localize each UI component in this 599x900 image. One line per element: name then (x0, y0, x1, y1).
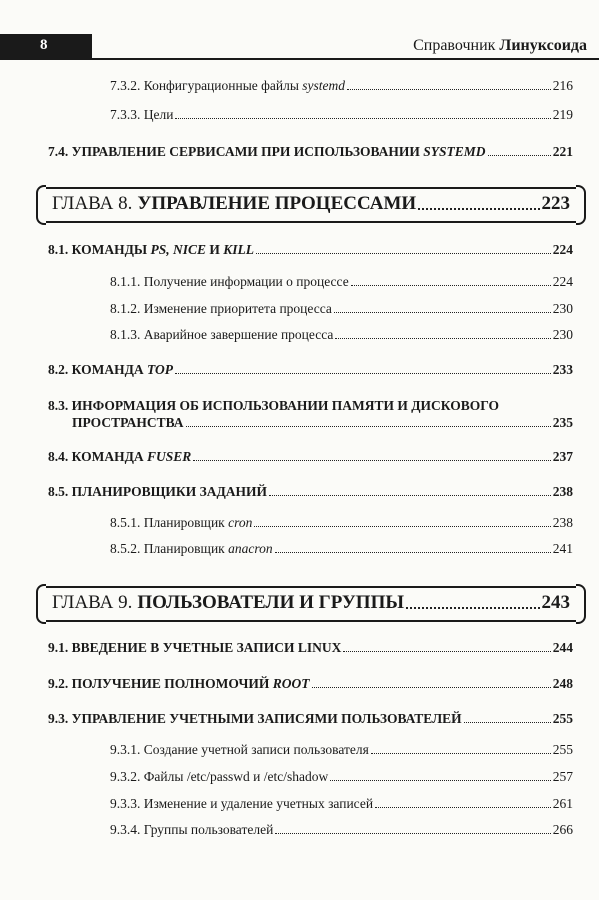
toc-text: 9.3.3. Изменение и удаление учетных записей (110, 796, 374, 811)
toc-page: 216 (552, 78, 573, 93)
leader-dots (335, 337, 550, 339)
toc-entry-8-1-2[interactable] (110, 301, 573, 317)
toc-text: 8.5.1. Планировщик (110, 515, 229, 530)
leader-dots (351, 284, 551, 286)
leader-dots (418, 207, 539, 210)
toc-text-italic-2: KILL (223, 242, 255, 257)
toc-text-italic: ROOT (272, 676, 310, 691)
toc-text: 9.2. ПОЛУЧЕНИЕ ПОЛНОМОЧИЙ (48, 676, 273, 691)
toc-page: 230 (552, 301, 573, 316)
toc-entry-9-3-4[interactable] (110, 822, 573, 838)
toc-text-italic: cron (228, 515, 253, 530)
toc-entry-7-3-2[interactable] (110, 78, 573, 94)
toc-entry-8-2[interactable] (48, 362, 573, 378)
toc-text: 9.3.4. Группы пользователей (110, 822, 274, 837)
toc-text: 9.3. УПРАВЛЕНИЕ УЧЕТНЫМИ ЗАПИСЯМИ ПОЛЬЗОВАТЕЛЕЙ (48, 711, 462, 726)
toc-text-italic: anacron (228, 541, 273, 556)
leader-dots (193, 459, 550, 461)
chapter-title: ПОЛЬЗОВАТЕЛИ И ГРУППЫ (137, 592, 405, 613)
toc-entry-9-3-3[interactable] (110, 796, 573, 812)
toc-entry-8-1[interactable] (48, 242, 573, 258)
toc-text: 7.3.2. Конфигурационные файлы (110, 78, 303, 93)
leader-dots (275, 551, 551, 553)
toc-text: 8.1. КОМАНДЫ (48, 242, 151, 257)
toc-page: 261 (552, 796, 573, 811)
toc-text: ПРОСТРАНСТВА (72, 415, 184, 430)
page-number-box (0, 34, 92, 60)
leader-dots (347, 88, 551, 90)
toc-text-italic: TOP (146, 362, 173, 377)
chapter-page: 243 (541, 592, 570, 613)
toc-text-italic: PS, NICE (150, 242, 207, 257)
page-header (0, 34, 599, 60)
toc-text: 7.4. УПРАВЛЕНИЕ СЕРВИСАМИ ПРИ ИСПОЛЬЗОВАНИИ (48, 144, 424, 159)
leader-dots (375, 806, 551, 808)
toc-page: 238 (552, 484, 573, 499)
toc-entry-8-1-3[interactable] (110, 327, 573, 343)
toc-text: 8.1.3. Аварийное завершение процесса (110, 327, 334, 342)
toc-text: 8.2. КОМАНДА (48, 362, 147, 377)
toc-text: 9.3.1. Создание учетной записи пользователя (110, 742, 369, 757)
leader-dots (175, 117, 550, 119)
leader-dots (488, 154, 551, 156)
chapter-9-banner[interactable] (40, 586, 582, 622)
toc-entry-9-1[interactable] (48, 640, 573, 656)
toc-entry-9-3-2[interactable] (110, 769, 573, 785)
toc-text: 7.3.3. Цели (110, 107, 174, 122)
leader-dots (334, 311, 551, 313)
leader-dots (406, 606, 539, 609)
toc-text: 8.4. КОМАНДА (48, 449, 147, 464)
leader-dots (371, 752, 551, 754)
leader-dots (254, 525, 550, 527)
toc-entry-7-3-3[interactable] (110, 107, 573, 123)
toc-page: 241 (552, 541, 573, 556)
chapter-label: ГЛАВА 9. (52, 592, 133, 613)
toc-text-italic: systemd (302, 78, 346, 93)
toc-entry-8-1-1[interactable] (110, 274, 573, 290)
toc-entry-8-5-2[interactable] (110, 541, 573, 557)
toc-page: 237 (552, 449, 573, 464)
toc-page: 255 (552, 742, 573, 757)
toc-entry-9-2[interactable] (48, 676, 573, 692)
leader-dots (256, 252, 551, 254)
toc-entry-8-3-line1[interactable]: 8.3. ИНФОРМАЦИЯ ОБ ИСПОЛЬЗОВАНИИ ПАМЯТИ И ДИСКОВОГО (48, 398, 499, 413)
toc-page: 230 (552, 327, 573, 342)
toc-page: 235 (552, 415, 573, 430)
chapter-label: ГЛАВА 8. (52, 193, 133, 214)
toc-text: 8.5.2. Планировщик (110, 541, 229, 556)
leader-dots (186, 425, 551, 427)
page-number: 8 (40, 37, 48, 53)
leader-dots (312, 686, 551, 688)
header-rule (92, 58, 599, 60)
toc-page: 244 (552, 640, 573, 655)
running-title-prefix: Справочник (413, 37, 500, 54)
toc-page: 257 (552, 769, 573, 784)
toc-text: 8.1.2. Изменение приоритета процесса (110, 301, 332, 316)
toc-text-italic: FUSER (146, 449, 192, 464)
leader-dots (175, 372, 551, 374)
chapter-title: УПРАВЛЕНИЕ ПРОЦЕССАМИ (137, 193, 417, 214)
toc-entry-8-4[interactable] (48, 449, 573, 465)
toc-entry-7-4[interactable] (48, 144, 573, 160)
leader-dots (343, 650, 550, 652)
leader-dots (330, 779, 550, 781)
toc-entry-8-3[interactable] (72, 415, 573, 431)
toc-page: 248 (552, 676, 573, 691)
toc-page: 238 (552, 515, 573, 530)
chapter-page: 223 (541, 193, 570, 214)
chapter-8-banner[interactable] (40, 187, 582, 223)
toc-page: 266 (552, 822, 573, 837)
leader-dots (275, 832, 550, 834)
toc-page: 221 (552, 144, 573, 159)
toc-text: 9.1. ВВЕДЕНИЕ В УЧЕТНЫЕ ЗАПИСИ LINUX (48, 640, 342, 655)
toc-text: 8.1.1. Получение информации о процессе (110, 274, 349, 289)
toc-page: 219 (552, 107, 573, 122)
toc-text-mid: И (206, 242, 224, 257)
toc-page: 255 (552, 711, 573, 726)
toc-text-italic: SYSTEMD (423, 144, 486, 159)
running-title (413, 37, 587, 55)
toc-page: 233 (552, 362, 573, 377)
toc-text: 8.5. ПЛАНИРОВЩИКИ ЗАДАНИЙ (48, 484, 268, 499)
leader-dots (464, 721, 551, 723)
toc-entry-9-3[interactable] (48, 711, 573, 727)
leader-dots (269, 494, 551, 496)
toc-page: 224 (552, 274, 573, 289)
toc-text: 9.3.2. Файлы /etc/passwd и /etc/shadow (110, 769, 329, 784)
toc-entry-8-5-1[interactable] (110, 515, 573, 531)
toc-page: 224 (552, 242, 573, 257)
toc-entry-9-3-1[interactable] (110, 742, 573, 758)
running-title-bold: Линуксоида (499, 37, 587, 54)
toc-entry-8-5[interactable] (48, 484, 573, 500)
